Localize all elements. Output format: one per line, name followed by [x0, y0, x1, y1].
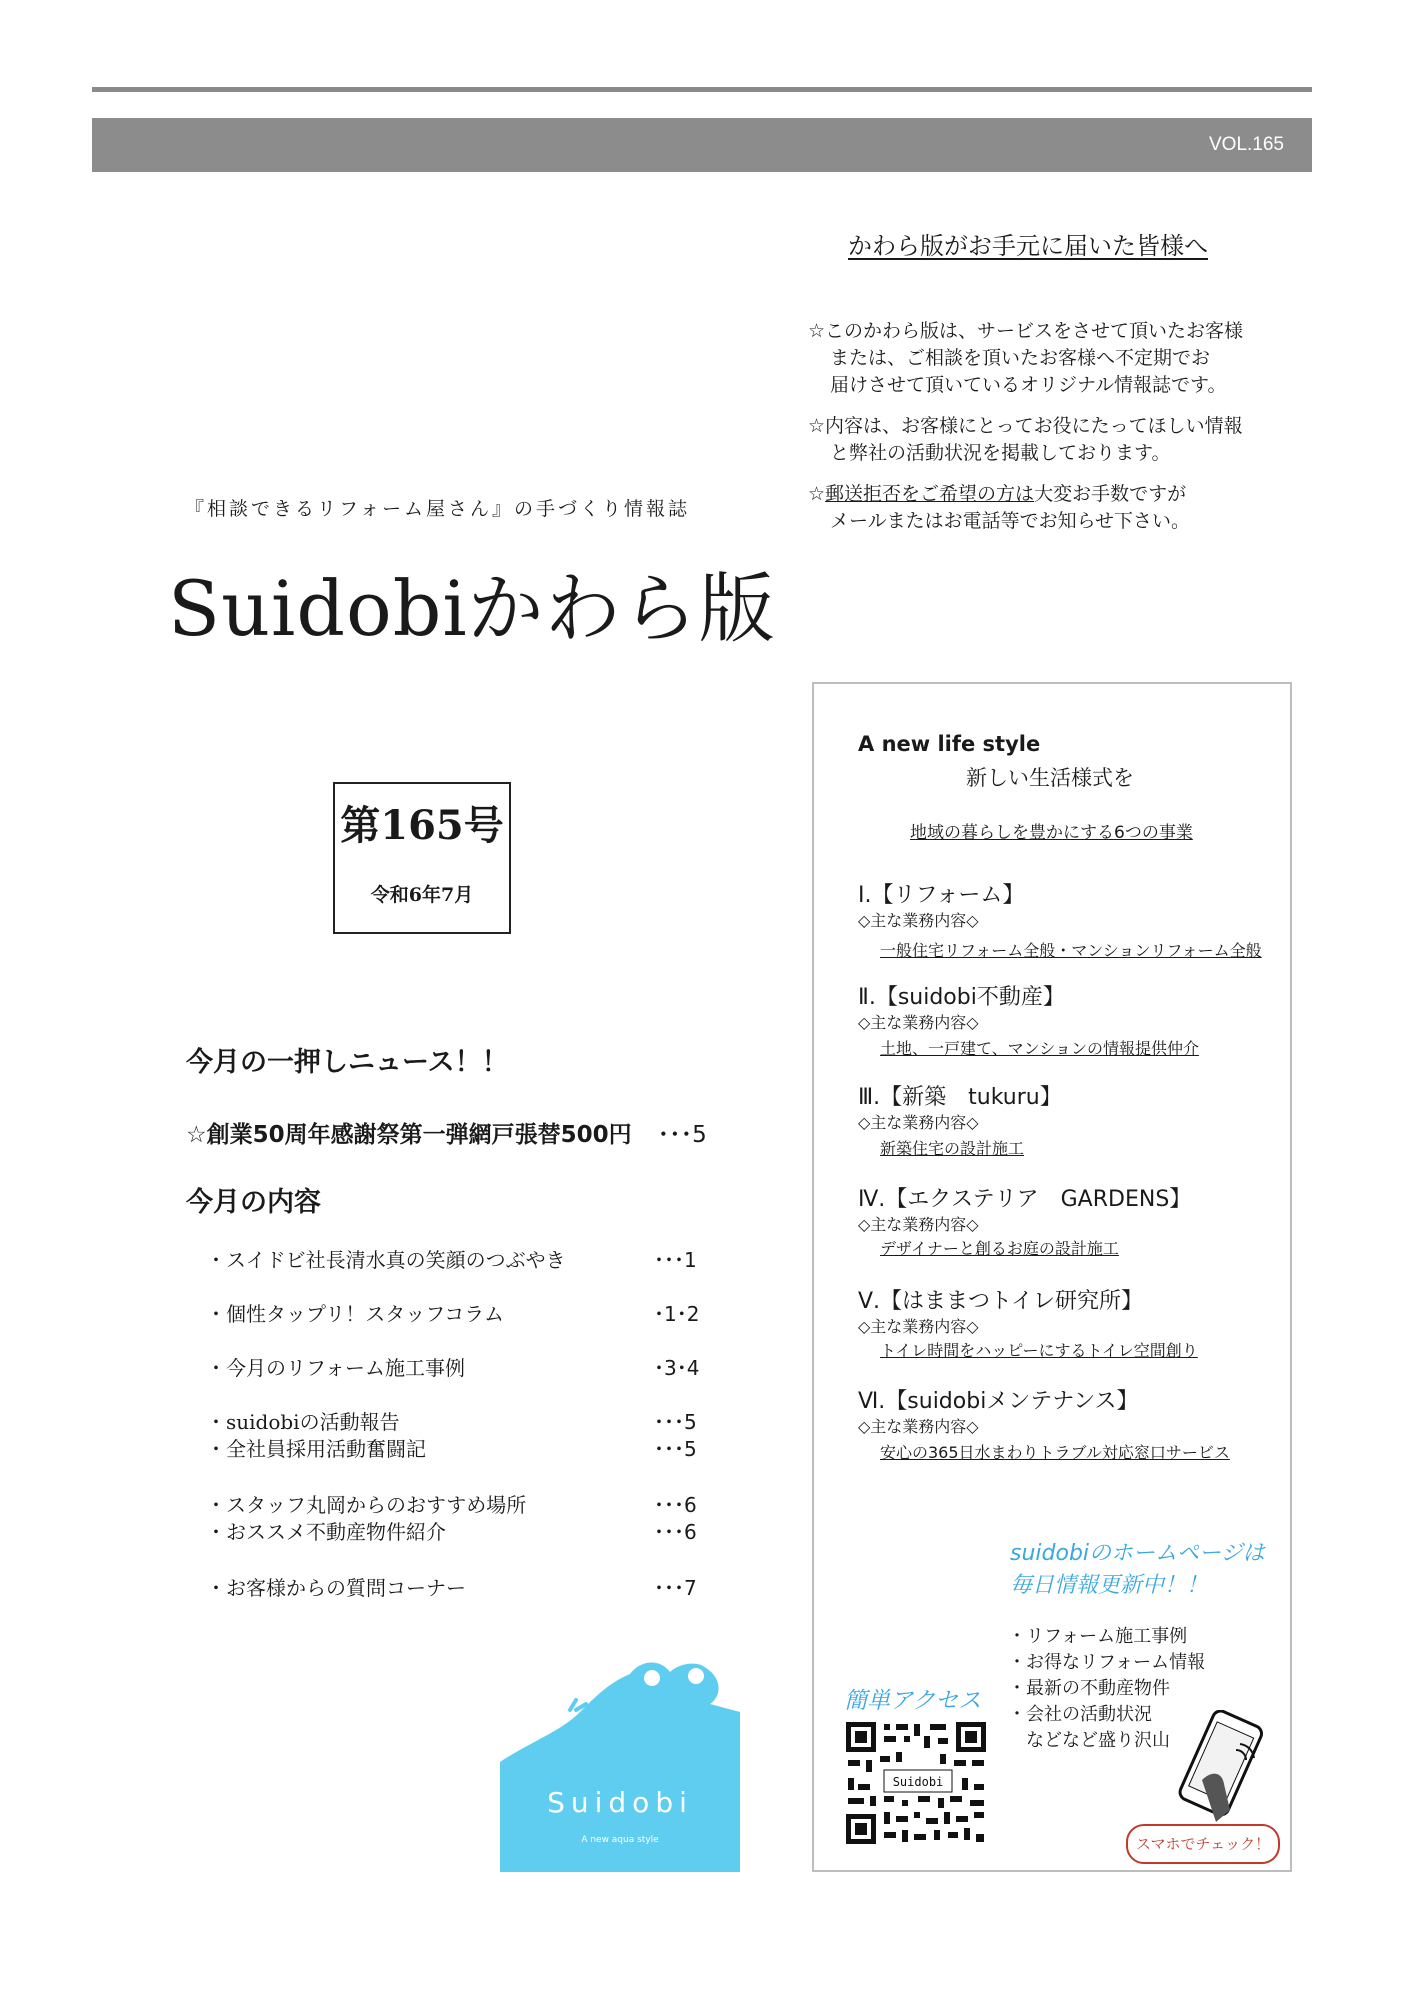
- masthead-tagline: 『相談できるリフォーム屋さん』の手づくり情報誌: [185, 498, 691, 520]
- greeting-title: かわら版がお手元に届いた皆様へ: [848, 232, 1208, 260]
- feature-item: ・会社の活動状況: [1008, 1704, 1152, 1725]
- business-panel: [812, 682, 1292, 1872]
- service-desc: 一般住宅リフォーム全般・マンションリフォーム全般: [880, 941, 1262, 960]
- check-bubble: [1126, 1824, 1280, 1864]
- feature-item: ・お得なリフォーム情報: [1008, 1652, 1206, 1673]
- service-sub: ◇主な業務内容◇: [858, 1417, 979, 1436]
- service-sub: ◇主な業務内容◇: [858, 1215, 979, 1234]
- logo-tagline: A new aqua style: [581, 1835, 659, 1845]
- homepage-line-2: 毎日情報更新中！！: [1010, 1573, 1209, 1598]
- contents-heading: 今月の内容: [186, 1187, 321, 1218]
- issue-number: 第165号: [340, 802, 504, 849]
- note-2: ☆内容は、お客様にとってお役にたってほしい情報 と弊社の活動状況を掲載しております。: [808, 415, 1243, 464]
- qr-code[interactable]: [844, 1720, 988, 1846]
- service-desc: 新築住宅の設計施工: [880, 1139, 1025, 1158]
- service-title: Ⅱ.【suidobi不動産】: [858, 985, 1065, 1010]
- note-1: ☆このかわら版は、サービスをさせて頂いたお客様 または、ご相談を頂いたお客様へ不定期でお 届けさせて頂いているオリジナル情報誌です。: [808, 320, 1244, 396]
- suidobi-logo: [500, 1652, 780, 1872]
- access-label: 簡単アクセス: [844, 1688, 982, 1714]
- top-rule: [92, 87, 1312, 92]
- feature-item: などなど盛り沢山: [1008, 1730, 1170, 1751]
- service-title: Ⅰ.【リフォーム】: [858, 883, 1025, 908]
- service-title: Ⅵ.【suidobiメンテナンス】: [858, 1389, 1139, 1414]
- service-title: Ⅳ.【エクステリア GARDENS】: [858, 1187, 1192, 1212]
- service-sub: ◇主な業務内容◇: [858, 1317, 979, 1336]
- service-desc: デザイナーと創るお庭の設計施工: [880, 1239, 1119, 1258]
- logo-text: Suidobi: [547, 1786, 693, 1819]
- smartphone-icon: [1132, 1710, 1282, 1840]
- greeting-notes: [808, 318, 1288, 549]
- service-sub: ◇主な業務内容◇: [858, 1013, 979, 1032]
- service-title: Ⅲ.【新築 tukuru】: [858, 1085, 1062, 1110]
- check-bubble-text: スマホでチェック！: [1135, 1835, 1271, 1853]
- service-title: Ⅴ.【はままつトイレ研究所】: [858, 1289, 1143, 1314]
- feature-item: ・リフォーム施工事例: [1008, 1626, 1188, 1647]
- header-band: [92, 118, 1312, 172]
- note-3: ☆郵送拒否をご希望の方は大変お手数ですが メールまたはお電話等でお知らせ下さい。: [808, 483, 1191, 532]
- homepage-line-1: suidobiのホームページは: [1010, 1541, 1265, 1566]
- slogan-jp: 新しい生活様式を: [966, 766, 1134, 790]
- slogan-en: A new life style: [858, 732, 1041, 756]
- service-desc: トイレ時間をハッピーにするトイレ空間創り: [880, 1341, 1198, 1360]
- service-sub: ◇主な業務内容◇: [858, 911, 979, 930]
- issue-date: 令和6年7月: [370, 884, 474, 906]
- service-desc: 安心の365日水まわりトラブル対応窓口サービス: [880, 1443, 1230, 1462]
- volume-label: VOL.165: [1209, 134, 1284, 155]
- news-page: ･･･5: [657, 1122, 707, 1148]
- service-sub: ◇主な業務内容◇: [858, 1113, 979, 1132]
- news-item: ☆創業50周年感謝祭第一弾網戸張替500円 ･･･5: [186, 1122, 707, 1148]
- qr-label: Suidobi: [892, 1775, 944, 1789]
- business-heading: 地域の暮らしを豊かにする6つの事業: [910, 823, 1193, 843]
- service-desc: 土地、一戸建て、マンションの情報提供仲介: [880, 1039, 1199, 1058]
- feature-item: ・最新の不動産物件: [1008, 1678, 1170, 1699]
- news-heading: 今月の一押しニュース！！: [186, 1047, 509, 1078]
- issue-box: [333, 782, 511, 934]
- masthead-title: Suidobiかわら版: [168, 564, 776, 653]
